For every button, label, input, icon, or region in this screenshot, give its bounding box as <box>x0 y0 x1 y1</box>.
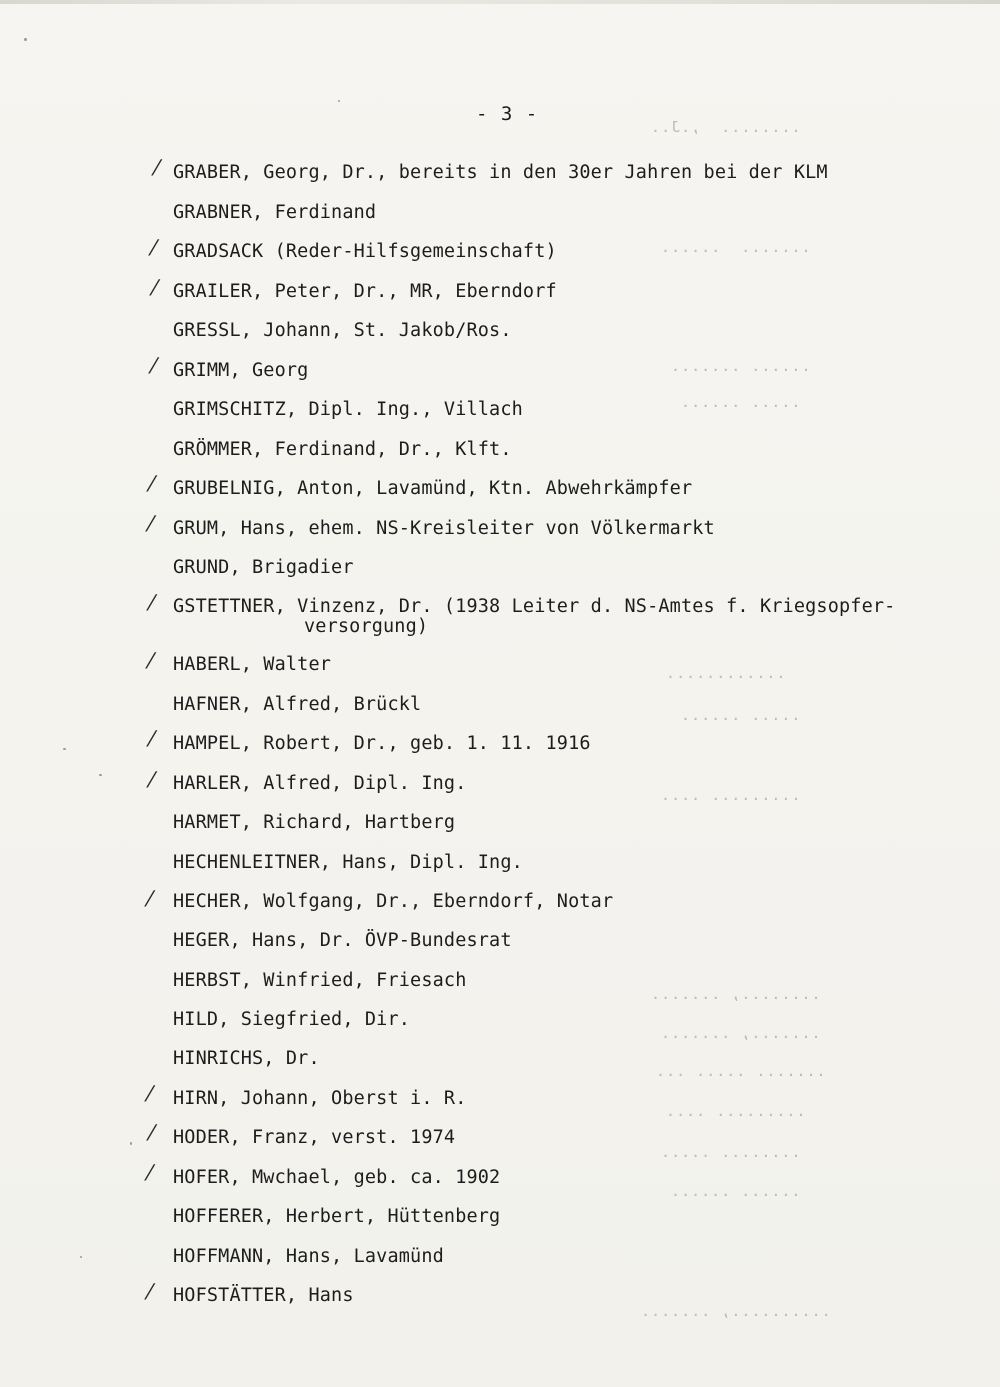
entry-text: GRABNER, Ferdinand <box>173 202 377 223</box>
list-entry <box>173 1246 444 1268</box>
list-entry <box>173 1167 500 1189</box>
check-mark-icon: ⁄ <box>155 156 159 180</box>
show-through-14: .........., ....... <box>640 1302 831 1320</box>
entry-text: HODER, Franz, verst. 1974 <box>173 1127 456 1148</box>
list-entry <box>173 970 467 992</box>
show-through-6: ..... ...... <box>680 706 801 724</box>
list-entry <box>173 596 895 638</box>
entry-text: HARMET, Richard, Hartberg <box>173 812 456 833</box>
list-entry <box>173 478 692 500</box>
entry-text: HAFNER, Alfred, Brückl <box>173 694 422 715</box>
entry-text: HEGER, Hans, Dr. ÖVP-Bundesrat <box>173 930 512 951</box>
check-mark-icon: ⁄ <box>149 512 153 536</box>
check-mark-icon: ⁄ <box>152 236 156 260</box>
list-entry <box>173 518 715 540</box>
check-mark-icon: ⁄ <box>148 1280 152 1304</box>
list-entry <box>173 1088 467 1110</box>
check-mark-icon: ⁄ <box>148 1082 152 1106</box>
list-entry <box>173 557 354 579</box>
list-entry <box>173 439 512 461</box>
show-through-8: ........, ....... <box>650 985 821 1003</box>
list-entry <box>173 360 308 382</box>
list-entry <box>173 773 467 795</box>
entry-text: HECHENLEITNER, Hans, Dipl. Ing. <box>173 852 523 873</box>
entry-text: HOFFMANN, Hans, Lavamünd <box>173 1246 444 1267</box>
show-through-11: ......... .... <box>665 1102 806 1120</box>
entry-text: HINRICHS, Dr. <box>173 1048 320 1069</box>
list-entry <box>173 399 523 421</box>
check-mark-icon: ⁄ <box>148 1161 152 1185</box>
entry-text: GRUBELNIG, Anton, Lavamünd, Ktn. Abwehrkämpfer <box>173 478 693 499</box>
check-mark-icon: ⁄ <box>150 472 154 496</box>
entry-text: GRIMSCHITZ, Dipl. Ing., Villach <box>173 399 523 420</box>
show-through-3: ...... ....... <box>670 357 811 375</box>
list-entry <box>173 1009 410 1031</box>
check-mark-icon: ⁄ <box>148 887 152 911</box>
list-entry <box>173 733 591 755</box>
entry-continuation: versorgung) <box>304 616 429 637</box>
show-through-7: ......... .... <box>660 786 801 804</box>
entry-text: HERBST, Winfried, Friesach <box>173 970 467 991</box>
check-mark-icon: ⁄ <box>153 276 157 300</box>
list-entry <box>173 812 455 834</box>
page-number: - 3 - <box>476 103 539 125</box>
entry-text: HAMPEL, Robert, Dr., geb. 1. 11. 1916 <box>173 733 591 754</box>
check-mark-icon: ⁄ <box>152 354 156 378</box>
entry-text: HECHER, Wolfgang, Dr., Eberndorf, Notar <box>173 891 614 912</box>
show-through-1: ........ ,.J.. <box>650 118 801 136</box>
entry-text: GRADSACK (Reder-Hilfsgemeinschaft) <box>173 241 557 262</box>
show-through-13: ...... ...... <box>670 1182 801 1200</box>
entry-text: GSTETTNER, Vinzenz, Dr. (1938 Leiter d. NS-Amtes f. Kriegsopfer- <box>173 596 896 617</box>
check-mark-icon: ⁄ <box>150 591 154 615</box>
show-through-4: ..... ...... <box>680 393 801 411</box>
list-entry <box>173 241 557 263</box>
show-through-5: ............ <box>665 664 786 682</box>
show-through-10: ....... ..... ... <box>655 1062 826 1080</box>
entry-text: GRAILER, Peter, Dr., MR, Eberndorf <box>173 281 557 302</box>
check-mark-icon: ⁄ <box>149 649 153 673</box>
entry-text: GRUND, Brigadier <box>173 557 354 578</box>
entry-text: GRESSL, Johann, St. Jakob/Ros. <box>173 320 512 341</box>
list-entry <box>173 694 421 716</box>
entry-text: HOFSTÄTTER, Hans <box>173 1285 354 1306</box>
list-entry <box>173 891 613 913</box>
list-entry <box>173 930 512 952</box>
list-entry <box>173 162 828 184</box>
show-through-9: ......., ....... <box>660 1024 821 1042</box>
check-mark-icon: ⁄ <box>150 768 154 792</box>
entry-text: HABERL, Walter <box>173 654 332 675</box>
check-mark-icon: ⁄ <box>150 727 154 751</box>
entry-text: HOFFERER, Herbert, Hüttenberg <box>173 1206 501 1227</box>
list-entry <box>173 1206 500 1228</box>
entry-text: GRIMM, Georg <box>173 360 309 381</box>
list-entry <box>173 320 512 342</box>
entry-text: GRABER, Georg, Dr., bereits in den 30er Jahren bei der KLM <box>173 162 828 183</box>
list-entry <box>173 852 523 874</box>
entry-text: HILD, Siegfried, Dir. <box>173 1009 411 1030</box>
list-entry <box>173 654 331 676</box>
entry-text: HARLER, Alfred, Dipl. Ing. <box>173 773 467 794</box>
entry-text: GRUM, Hans, ehem. NS-Kreisleiter von Völkermarkt <box>173 518 715 539</box>
check-mark-icon: ⁄ <box>150 1121 154 1145</box>
list-entry <box>173 1048 320 1070</box>
entry-text: HIRN, Johann, Oberst i. R. <box>173 1088 467 1109</box>
list-entry <box>173 202 376 224</box>
show-through-12: ........ ..... <box>660 1143 801 1161</box>
list-entry <box>173 1285 354 1307</box>
list-entry <box>173 1127 455 1149</box>
show-through-2: ....... ...... <box>660 238 811 256</box>
entry-text: GRÖMMER, Ferdinand, Dr., Klft. <box>173 439 512 460</box>
list-entry <box>173 281 557 303</box>
entry-text: HOFER, Mwchael, geb. ca. 1902 <box>173 1167 501 1188</box>
